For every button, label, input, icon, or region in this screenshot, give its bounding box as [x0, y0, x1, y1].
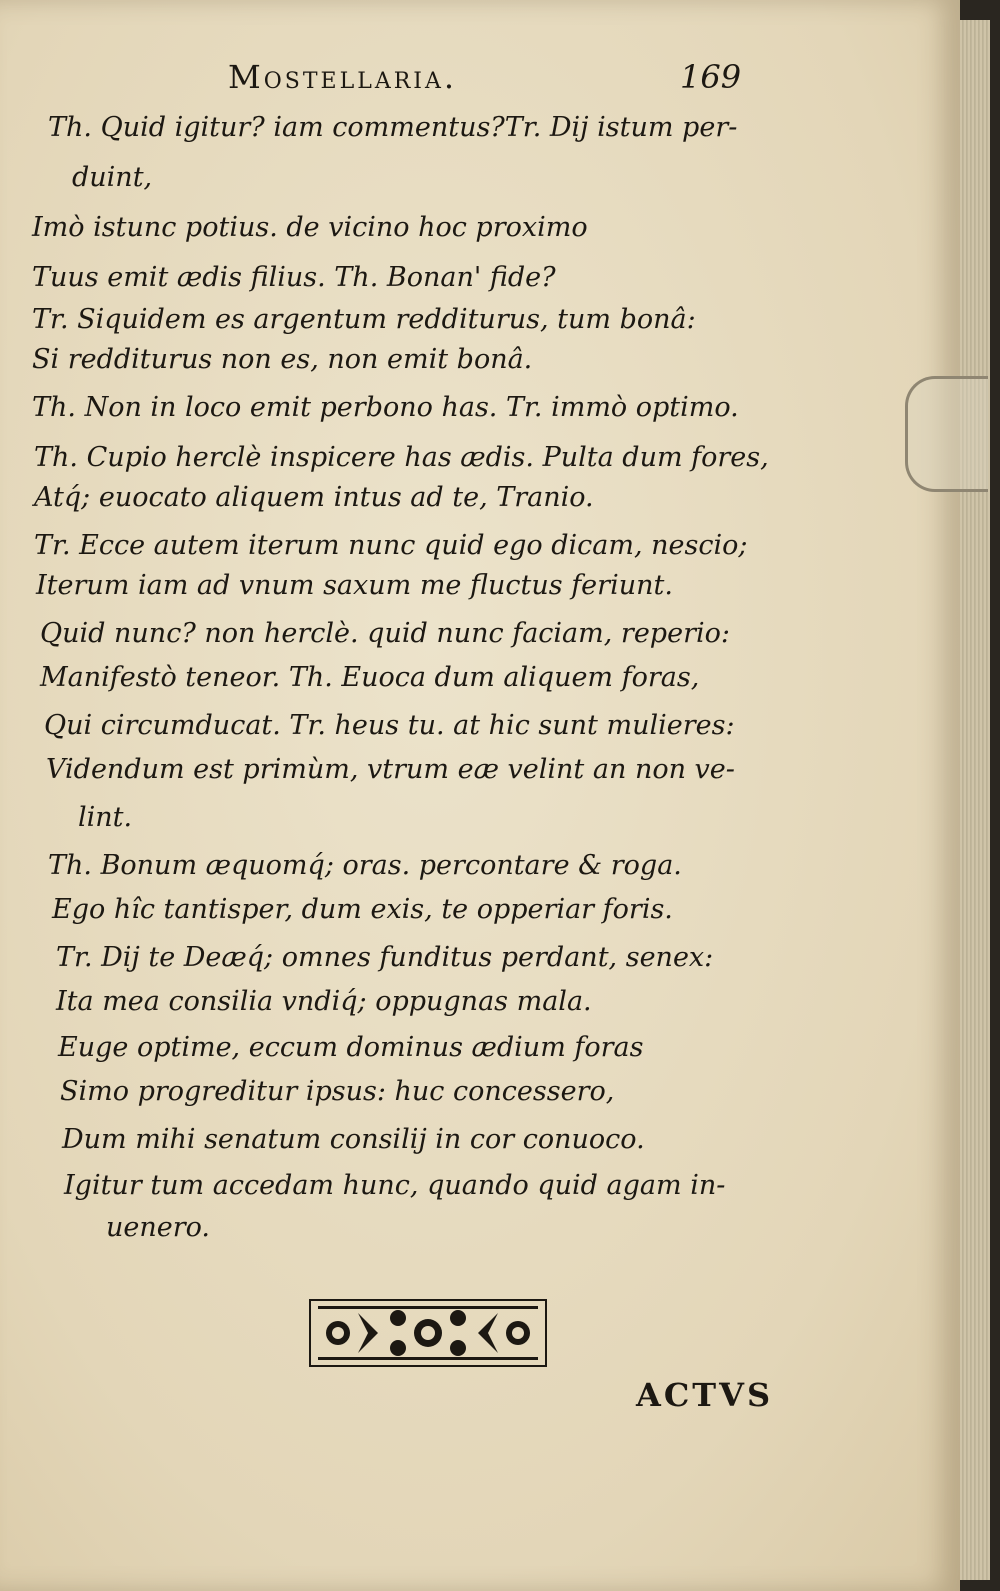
verse-line: uenero. — [106, 1212, 211, 1243]
catchword: ACTVS — [636, 1376, 774, 1414]
verse-line: Ita mea consilia vndiq́; oppugnas mala. — [56, 986, 592, 1017]
verse-line: Quid nunc? non herclè. quid nunc faciam, reperio: — [40, 618, 730, 649]
book-clasp — [905, 376, 988, 492]
verse-line: Imò istunc potius. de vicino hoc proximo — [32, 212, 588, 243]
verse-line: Iterum iam ad vnum saxum me fluctus feriunt. — [36, 570, 673, 601]
verse-line: Tuus emit ædis filius. Th. Bonan' fide? — [32, 262, 556, 293]
verse-line: Manifestò teneor. Th. Euoca dum aliquem foras, — [40, 662, 700, 693]
printers-ornament-icon — [308, 1298, 548, 1368]
verse-line: Simo progreditur ipsus: huc concessero, — [60, 1076, 615, 1107]
verse-line: Th. Bonum æquomq́; oras. percontare & roga. — [48, 850, 682, 881]
verse-line: Th. Non in loco emit perbono has. Tr. immò optimo. — [32, 392, 739, 423]
verse-line: Tr. Dij te Deæq́; omnes funditus perdant, senex: — [56, 942, 714, 973]
page-header — [0, 58, 960, 102]
verse-line: duint, — [72, 162, 153, 193]
verse-line: Euge optime, eccum dominus ædium foras — [58, 1032, 644, 1063]
verse-line: Tr. Siquidem es argentum redditurus, tum bonâ: — [32, 304, 696, 335]
verse-line: Qui circumducat. Tr. heus tu. at hic sunt mulieres: — [44, 710, 735, 741]
verse-line: Videndum est primùm, vtrum eæ velint an non ve- — [46, 754, 735, 785]
page-number: 169 — [680, 58, 742, 96]
verse-line: Ego hîc tantisper, dum exis, te opperiar foris. — [52, 894, 673, 925]
verse-line: Th. Cupio herclè inspicere has ædis. Pulta dum fores, — [34, 442, 769, 473]
verse-line: Igitur tum accedam hunc, quando quid agam in- — [64, 1170, 726, 1201]
verse-line: Th. Quid igitur? iam commentus?Tr. Dij istum per- — [48, 112, 738, 143]
running-title: Mostellaria. — [228, 58, 458, 96]
verse-line: Si redditurus non es, non emit bonâ. — [32, 344, 533, 375]
verse-line: lint. — [78, 802, 133, 833]
book-page-edges — [960, 20, 990, 1580]
verse-line: Tr. Ecce autem iterum nunc quid ego dicam, nescio; — [34, 530, 748, 561]
verse-line: Dum mihi senatum consilij in cor conuoco. — [62, 1124, 645, 1155]
verse-line: Atq́; euocato aliquem intus ad te, Tranio. — [34, 482, 594, 513]
